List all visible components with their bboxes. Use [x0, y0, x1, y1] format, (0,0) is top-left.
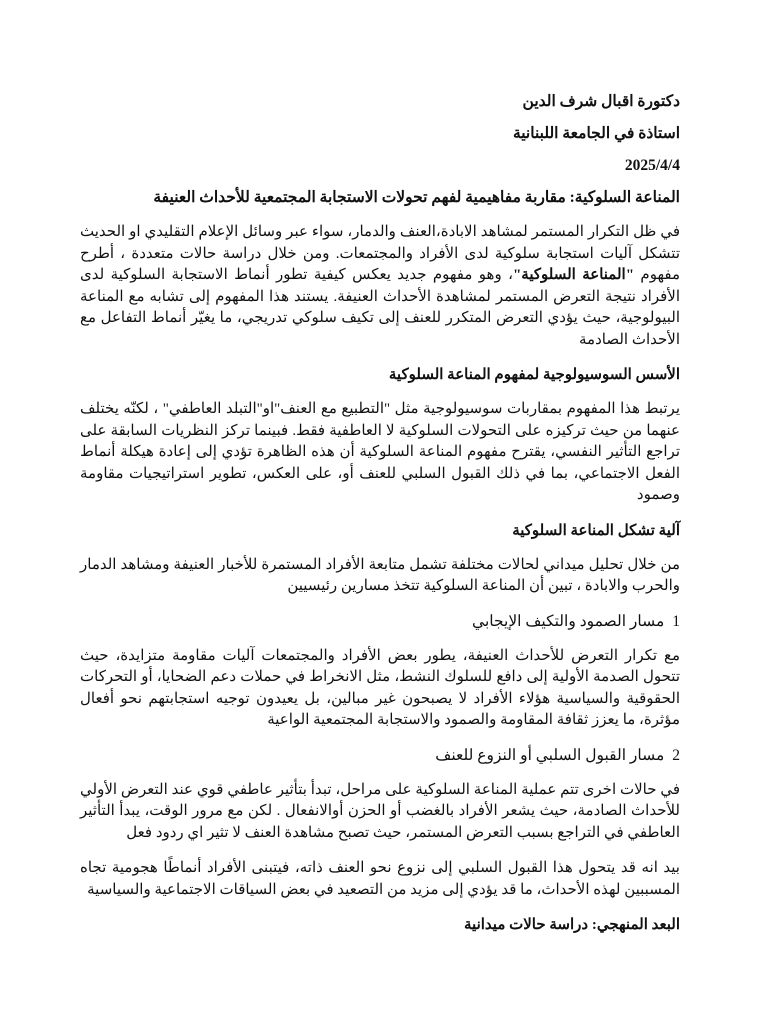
document-page: [80, 92, 680, 949]
path2-paragraph-2: بيد انه قد يتحول هذا القبول السلبي إلى نزوع نحو العنف ذاته، فيتبنى الأفراد أنماطًا هجومية تجاه المسببين لهذه الأحداث، ما قد يؤدي إلى مزيد من التصعيد في بعض السياقات الاجتماعية والسياسية: [80, 860, 680, 898]
intro-text-part2: ، وهو مفهوم جديد يعكس كيفية تطور أنماط الاستجابة السلوكية لدى الأفراد نتيجة التعرض المستمر لمشاهدة الأحداث العنيفة. يستند هذا المفهوم إلى تشابه مع المناعة البيولوجية، حيث يؤدي التعرض المتكرر للعنف إلى تكيف سلوكي تدريجي، ما يغيّر أنماط التفاعل مع الأحداث الصادمة: [80, 267, 680, 348]
path1-title: مسار الصمود والتكيف الإيجابي: [472, 612, 665, 630]
path2-title: مسار القبول السلبي أو النزوع للعنف: [435, 746, 665, 764]
path1-number: 1: [672, 612, 680, 630]
section-heading-mechanism: آلية تشكل المناعة السلوكية: [512, 522, 680, 539]
author-name: دكتورة اقبال شرف الدين: [522, 93, 680, 110]
document-date: 2025/4/4: [624, 157, 680, 174]
path2-number: 2: [672, 746, 680, 764]
author-affiliation: استاذة في الجامعة اللبنانية: [512, 125, 680, 142]
mechanism-paragraph: من خلال تحليل ميداني لحالات مختلفة تشمل متابعة الأفراد المستمرة للأخبار العنيفة ومشاهد الدمار والحرب والابادة ، تبين أن المناعة السلوكية تتخذ مسارين رئيسيين: [80, 556, 680, 594]
intro-text-part1: في ظل التكرار المستمر لمشاهد الابادة،العنف والدمار، سواء عبر وسائل الإعلام التقليدي او الحديث تتشكل آليات استجابة سلوكية لدى الأفراد والمجتمعات. ومن خلال دراسة حالات متعددة ، أطرح مفهوم: [80, 224, 681, 283]
path1-paragraph: مع تكرار التعرض للأحداث العنيفة، يطور بعض الأفراد والمجتمعات آليات مقاومة متزايدة، حيث تتحول الصدمة الأولية إلى دافع للسلوك النشط، مثل الانخراط في حملات دعم الضحايا، أو التحركات الحقوقية والسياسية هؤلاء الأفراد لا يصبحون غير مبالين، بل يعيدون توجيه استجابتهم نحو أفعال مؤثرة، ما يعزز ثقافة المقاومة والصمود والاستجابة المجتمعية الواعية: [80, 647, 680, 728]
document-title: المناعة السلوكية: مقاربة مفاهيمية لفهم تحولات الاستجابة المجتمعية للأحداث العنيفة: [153, 189, 680, 206]
path2-heading: [80, 746, 680, 766]
intro-paragraph: [80, 222, 680, 351]
section-heading-methodology: البعد المنهجي: دراسة حالات ميدانية: [464, 917, 680, 933]
path2-paragraph-1: في حالات اخرى تتم عملية المناعة السلوكية على مراحل، تبدأ بتأثير عاطفي قوي عند التعرض الأولي للأحداث الصادمة، حيث يشعر الأفراد بالغضب أو الحزن أوالانفعال . لكن مع مرور الوقت، يبدأ التأثير العاطفي في التراجع بسبب التعرض المستمر، حيث تصبح مشاهدة العنف لا تثير اي ردود فعل: [80, 781, 680, 841]
path1-heading: [80, 612, 680, 632]
section-heading-foundations: الأسس السوسيولوجية لمفهوم المناعة السلوكية: [388, 367, 680, 383]
intro-key-term: "المناعة السلوكية": [512, 267, 635, 283]
foundations-paragraph: يرتبط هذا المفهوم بمقاربات سوسيولوجية مثل "التطبيع مع العنف"او"التبلد العاطفي" ، لكنّه يختلف عنهما من حيث تركيزه على التحولات السلوكية لا العاطفية فقط. فبينما تركز النظريات السابقة على تراجع التأثير النفسي، يقترح مفهوم المناعة السلوكية أن هذه الظاهرة تؤدي إلى إعادة هيكلة أنماط الفعل الاجتماعي، بما في ذلك القبول السلبي للعنف أو، على العكس، تطوير استراتيجيات مقاومة وصمود: [80, 401, 680, 503]
